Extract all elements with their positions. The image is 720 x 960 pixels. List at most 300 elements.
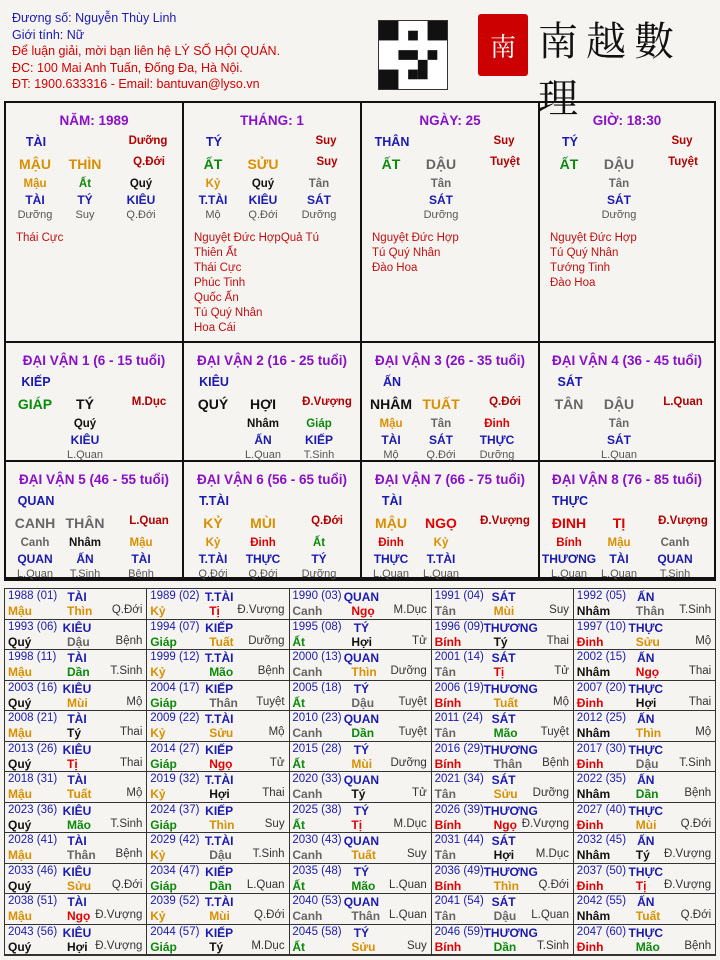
branch: TÝ [76,396,94,412]
cell-title: ĐẠI VẬN 8 (76 - 85 tuổi) [551,472,703,487]
year-phase: T.Sinh [110,817,143,830]
year-phase: Đ.Vượng [663,848,712,860]
year-branch: Mão [351,878,376,893]
year-branch: Thìn [67,604,93,618]
year-cell [289,620,431,651]
cell-title: ĐẠI VẬN 1 (6 - 15 tuổi) [22,353,166,368]
branch: TỊ [612,515,626,531]
year-phase: Tử [412,634,427,647]
year-god: SÁT [491,895,516,909]
year-god: TÀI [67,651,87,665]
year-label: 2038 (51) [8,895,58,907]
year-cell [147,864,289,895]
year-cell [432,925,574,956]
year-branch: Tuất [493,695,519,710]
year-god: TÝ [353,803,370,818]
year-phase: M.Dục [251,939,285,952]
year-stem: Ất [292,817,306,832]
special-star: Tướng Tinh [550,262,610,274]
year-label: 2031 (44) [434,834,484,846]
hidden-stem: Canh [20,537,50,549]
year-stem: Quý [8,695,32,710]
hidden-god: KIÊU [126,193,156,207]
year-stem: Bính [434,817,462,832]
branch: MÙI [250,515,276,531]
year-branch: Mão [493,726,518,740]
stem: MẬU [375,515,407,531]
year-stem: Mậu [8,909,32,923]
year-god: QUAN [343,834,380,848]
hidden-god: QUAN [17,552,53,566]
hidden-phase: Q.Đới [198,568,228,580]
year-phase: M.Dục [535,848,569,860]
ten-god: T.TÀI [199,494,229,508]
year-stem: Canh [292,726,323,740]
year-god: THƯƠNG [483,620,538,635]
year-branch: Tý [493,634,508,649]
branch: DẬU [603,396,635,412]
year-god: KIÊU [62,864,92,879]
hidden-god: SÁT [307,193,331,207]
year-phase: L.Quan [389,878,427,891]
year-branch: Sửu [635,634,660,649]
hidden-stem: Đinh [378,537,404,549]
year-phase: Thai [120,726,143,738]
cell-title: GIỜ: 18:30 [592,113,662,128]
phase-life: Q.Đới [489,396,521,408]
year-god: T.TÀI [204,651,234,665]
year-label: 2022 (35) [576,773,627,785]
year-label: 2029 (42) [150,834,200,846]
ten-god: THÂN [374,135,410,149]
year-cell [574,589,716,620]
year-cell [5,772,147,803]
year-label: 1991 (04) [434,590,484,602]
year-god: SÁT [491,651,516,665]
year-branch: Tý [635,848,650,862]
cell-title: THÁNG: 1 [240,113,304,128]
hidden-phase: Dưỡng [601,209,637,221]
year-stem: Tân [434,848,456,862]
year-phase: Q.Đới [111,604,143,616]
year-phase: Thai [546,634,569,647]
year-cell [289,894,431,925]
year-cell [5,589,147,620]
year-label: 2046 (59) [434,925,484,938]
year-god: T.TÀI [204,773,234,787]
year-god: THỰC [628,681,664,696]
year-cell [289,803,431,834]
year-phase: Bệnh [542,756,569,769]
year-label: 2014 (27) [150,742,200,755]
year-label: 2042 (55) [576,895,627,907]
year-phase: Suy [406,939,427,952]
hidden-god: ẤN [254,433,272,447]
year-branch: Thìn [209,817,235,832]
year-cell [432,772,574,803]
year-phase: Dưỡng [248,634,285,647]
year-phase: L.Quan [246,878,285,891]
year-cell [574,711,716,742]
phase-life: L.Quan [663,396,703,408]
cell-title: ĐẠI VẬN 2 (16 - 25 tuổi) [196,353,348,368]
phase: Suy [315,135,337,147]
year-stem: Kỷ [150,909,166,923]
year-phase: Q.Đới [680,909,712,921]
year-phase: Đ.Vượng [95,939,143,952]
year-god: T.TÀI [204,590,234,604]
hidden-phase: Dưỡng [301,209,337,221]
cell-title: ĐẠI VẬN 6 (56 - 65 tuổi) [196,472,348,487]
year-label: 2010 (23) [292,712,342,724]
branch: TUẤT [422,396,460,412]
year-phase: Bệnh [684,787,712,799]
year-stem: Canh [292,787,323,801]
year-label: 2001 (14) [434,651,484,663]
year-branch: Hợi [209,787,230,801]
year-branch: Mùi [67,695,88,710]
hidden-stem: Quý [129,178,153,190]
year-stem: Bính [434,878,462,893]
dai-van-cell [540,462,716,579]
year-label: 1996 (09) [434,620,484,633]
hidden-stem: Mậu [607,537,631,549]
year-stem: Ất [292,695,306,710]
year-branch: Tị [209,604,220,618]
year-god: THƯƠNG [483,925,538,940]
ten-god: SÁT [557,375,583,389]
special-star: Thái Cực [194,262,242,274]
hidden-phase: Bệnh [128,568,154,580]
year-branch: Thân [67,848,96,862]
dai-van-cell [362,343,540,462]
year-branch: Tị [67,756,78,771]
year-god: TÝ [353,925,370,940]
dai-van-cell [184,343,362,462]
year-stem: Ất [292,634,306,649]
year-branch: Thân [351,909,381,923]
hidden-stem: Mậu [379,418,403,430]
year-god: KIÊU [62,681,92,696]
year-phase: Q.Đới [254,909,285,921]
phase-life: Đ.Vượng [658,515,708,527]
special-star: Thiên Ất [194,247,237,259]
ten-god: QUAN [17,494,55,508]
year-stem: Kỷ [150,787,166,801]
year-stem: Mậu [8,726,32,740]
year-cell [574,772,716,803]
year-cell [574,833,716,864]
year-branch: Thìn [351,665,377,679]
year-label: 2018 (31) [8,773,58,785]
year-stem: Giáp [150,634,177,649]
special-star: Thái Cực [16,232,64,244]
year-god: TÀI [67,895,87,909]
ten-god: KIẾP [21,375,51,389]
pillar-cell [184,103,362,343]
year-stem: Nhâm [576,726,611,740]
hidden-phase: L.Quan [372,568,410,580]
ten-god: TÝ [562,135,578,149]
year-phase: Tuyệt [398,726,427,738]
hidden-phase: L.Quan [550,568,588,580]
hidden-stem: Tân [430,178,452,190]
year-phase: Dưỡng [532,787,569,799]
year-cell [432,620,574,651]
year-branch: Mùi [209,909,230,923]
year-cell [432,742,574,773]
year-cell [147,803,289,834]
year-branch: Dậu [209,848,232,862]
year-god: KIẾP [205,925,234,940]
phase-life: Q.Đới [133,156,165,168]
year-branch: Sửu [493,787,518,801]
year-stem: Đinh [576,634,604,649]
year-stem: Giáp [150,878,177,893]
year-branch: Tuất [351,848,376,862]
phase-life: Tuyệt [490,156,520,168]
owner-gender: Giới tính: Nữ [12,27,85,42]
special-star: Hoa Cái [194,322,236,334]
hidden-phase: L.Quan [422,568,460,580]
hidden-phase: L.Quan [600,568,638,580]
year-god: SÁT [491,590,516,604]
year-cell [432,803,574,834]
year-cell [289,742,431,773]
year-cell [147,833,289,864]
year-label: 1999 (12) [150,651,200,663]
ten-god: THỰC [551,494,589,508]
hidden-stem: Mậu [129,537,153,549]
year-stem: Đinh [576,939,604,954]
phase-life: Q.Đới [311,515,343,527]
year-phase: Mộ [126,787,143,799]
year-god: KIẾP [205,620,234,635]
year-label: 2011 (24) [434,712,483,724]
year-branch: Tị [493,665,505,679]
hidden-stem: Đinh [484,418,510,430]
year-label: 2045 (58) [292,925,342,938]
cell-title: ĐẠI VẬN 3 (26 - 35 tuổi) [374,353,526,368]
year-stem: Quý [8,756,32,771]
hidden-phase: Q.Đới [248,568,278,580]
dai-van-cell [184,462,362,579]
hidden-stem: Quý [251,178,275,190]
year-stem: Quý [8,634,32,649]
year-cell [5,681,147,712]
year-stem: Quý [8,878,32,893]
stem: CANH [14,515,56,531]
year-stem: Bính [434,756,462,771]
year-phase: Tuyệt [540,726,569,738]
year-cell [432,681,574,712]
year-cell [574,620,716,651]
year-cell [5,833,147,864]
ten-god: TÝ [206,135,222,149]
hidden-stem: Giáp [306,418,332,430]
year-branch: Dần [351,726,375,740]
year-label: 1990 (03) [292,590,342,602]
year-branch: Thân [635,604,665,618]
hidden-stem: Quý [73,418,97,430]
year-phase: L.Quan [389,909,427,921]
year-label: 2008 (21) [8,712,58,724]
year-god: SÁT [491,834,516,848]
phase-life: L.Quan [129,515,169,527]
hidden-god: TÀI [131,552,151,566]
hidden-stem: Bính [556,537,582,549]
year-stem: Ất [292,878,306,893]
year-branch: Ngọ [493,817,517,832]
year-branch: Tị [635,878,647,893]
year-god: THỰC [628,620,664,635]
year-phase: Tử [269,756,285,769]
stem: KỶ [203,515,223,531]
pillar-cell [540,103,716,343]
year-label: 2000 (13) [292,651,342,663]
dai-van-cell [6,343,184,462]
year-label: 2040 (53) [292,895,342,907]
year-label: 2032 (45) [576,834,627,846]
hidden-phase: Dưỡng [479,449,515,461]
year-stem: Tân [434,604,456,618]
hidden-phase: L.Quan [600,449,638,461]
year-label: 2043 (56) [8,925,58,938]
year-branch: Mùi [351,756,373,771]
year-phase: T.Sinh [252,848,285,860]
qr-code-icon[interactable] [378,20,448,90]
year-phase: Mộ [268,726,285,738]
hidden-god: TÝ [77,193,93,207]
year-god: ẤN [637,712,655,726]
year-cell [5,620,147,651]
ten-god: TÀI [25,135,47,149]
year-stem: Nhâm [576,787,611,801]
year-god: THỰC [628,925,664,940]
year-stem: Kỷ [150,726,166,740]
year-stem: Quý [8,939,32,954]
year-label: 2023 (36) [8,803,58,816]
contact-address: ĐC: 100 Mai Anh Tuấn, Đống Đa, Hà Nội. [12,60,243,75]
hidden-phase: L.Quan [244,449,282,461]
year-god: QUAN [343,590,380,604]
year-stem: Giáp [150,939,177,954]
year-stem: Ất [292,939,306,954]
hidden-stem: Ất [312,537,326,549]
hidden-god: TÀI [381,433,401,447]
year-stem: Ất [292,756,306,771]
year-branch: Thân [209,695,238,710]
year-label: 1997 (10) [576,620,627,633]
year-god: TÀI [67,834,87,848]
year-label: 1998 (11) [8,651,57,663]
year-branch: Hợi [635,695,657,710]
year-cell [147,711,289,742]
hidden-god: TÀI [25,193,45,207]
year-label: 2002 (15) [576,651,627,663]
hidden-god: KIẾP [304,433,333,447]
year-cell [5,864,147,895]
year-label: 2039 (52) [150,895,200,907]
phase-life: Đ.Vượng [480,515,530,527]
year-branch: Sửu [67,878,92,893]
dai-van-cell [6,462,184,579]
year-label: 2020 (33) [292,773,342,785]
hidden-phase: Q.Đới [126,209,156,221]
year-phase: Đ.Vượng [663,878,712,891]
year-label: 2034 (47) [150,864,200,877]
year-god: THỰC [628,742,664,757]
year-branch: Ngọ [209,756,233,771]
year-stem: Tân [434,787,456,801]
phase-life: Suy [316,156,338,168]
year-phase: Tử [412,787,427,799]
special-star: Nguyệt Đức HợpQuả Tú [194,232,319,244]
year-cell [574,742,716,773]
year-stem: Giáp [150,756,177,771]
year-branch: Hợi [493,848,515,862]
year-label: 1989 (02) [150,590,200,602]
year-label: 2041 (54) [434,895,484,907]
year-stem: Kỷ [150,848,166,862]
stem: ẤT [203,156,223,172]
hidden-phase: Dưỡng [301,568,337,580]
year-god: KIẾP [205,681,234,696]
year-branch: Tý [209,939,224,954]
year-label: 2004 (17) [150,681,200,694]
year-cell [147,925,289,956]
year-stem: Canh [292,848,323,862]
year-branch: Dần [209,878,232,893]
year-label: 1994 (07) [150,620,200,633]
hidden-stem: Tân [608,178,630,190]
year-cell [5,650,147,681]
year-stem: Đinh [576,695,604,710]
year-cell [147,650,289,681]
hidden-god: THỰC [245,552,281,566]
year-stem: Canh [292,665,323,679]
year-cell [289,772,431,803]
year-cell [574,925,716,956]
year-label: 1995 (08) [292,620,342,633]
year-label: 2033 (46) [8,864,58,877]
year-branch: Mùi [635,817,657,832]
pillar-cell [362,103,540,343]
year-stem: Canh [292,909,323,923]
hidden-stem: Mậu [23,178,47,190]
year-god: TÝ [353,742,370,757]
hidden-stem: Kỷ [205,178,221,190]
dai-van-cell [540,343,716,462]
year-stem: Nhâm [576,909,611,923]
year-branch: Thìn [493,878,519,893]
year-god: THƯƠNG [483,864,538,879]
year-label: 2012 (25) [576,712,627,724]
year-label: 2026 (39) [434,803,484,816]
special-stars [16,231,63,246]
year-phase: Q.Đới [680,817,712,830]
hidden-phase: T.Sinh [69,568,101,580]
hidden-phase: Suy [75,209,95,221]
hidden-god: THỰC [373,552,409,566]
cell-title: NĂM: 1989 [59,113,129,128]
pillars-grid [4,101,716,581]
hidden-phase: Dưỡng [423,209,459,221]
hidden-god: SÁT [607,433,631,447]
year-stem: Canh [292,604,323,618]
contact-phone-email: ĐT: 1900.633316 - Email: bantuvan@lyso.vn [12,77,260,91]
hidden-god: QUAN [657,552,693,566]
